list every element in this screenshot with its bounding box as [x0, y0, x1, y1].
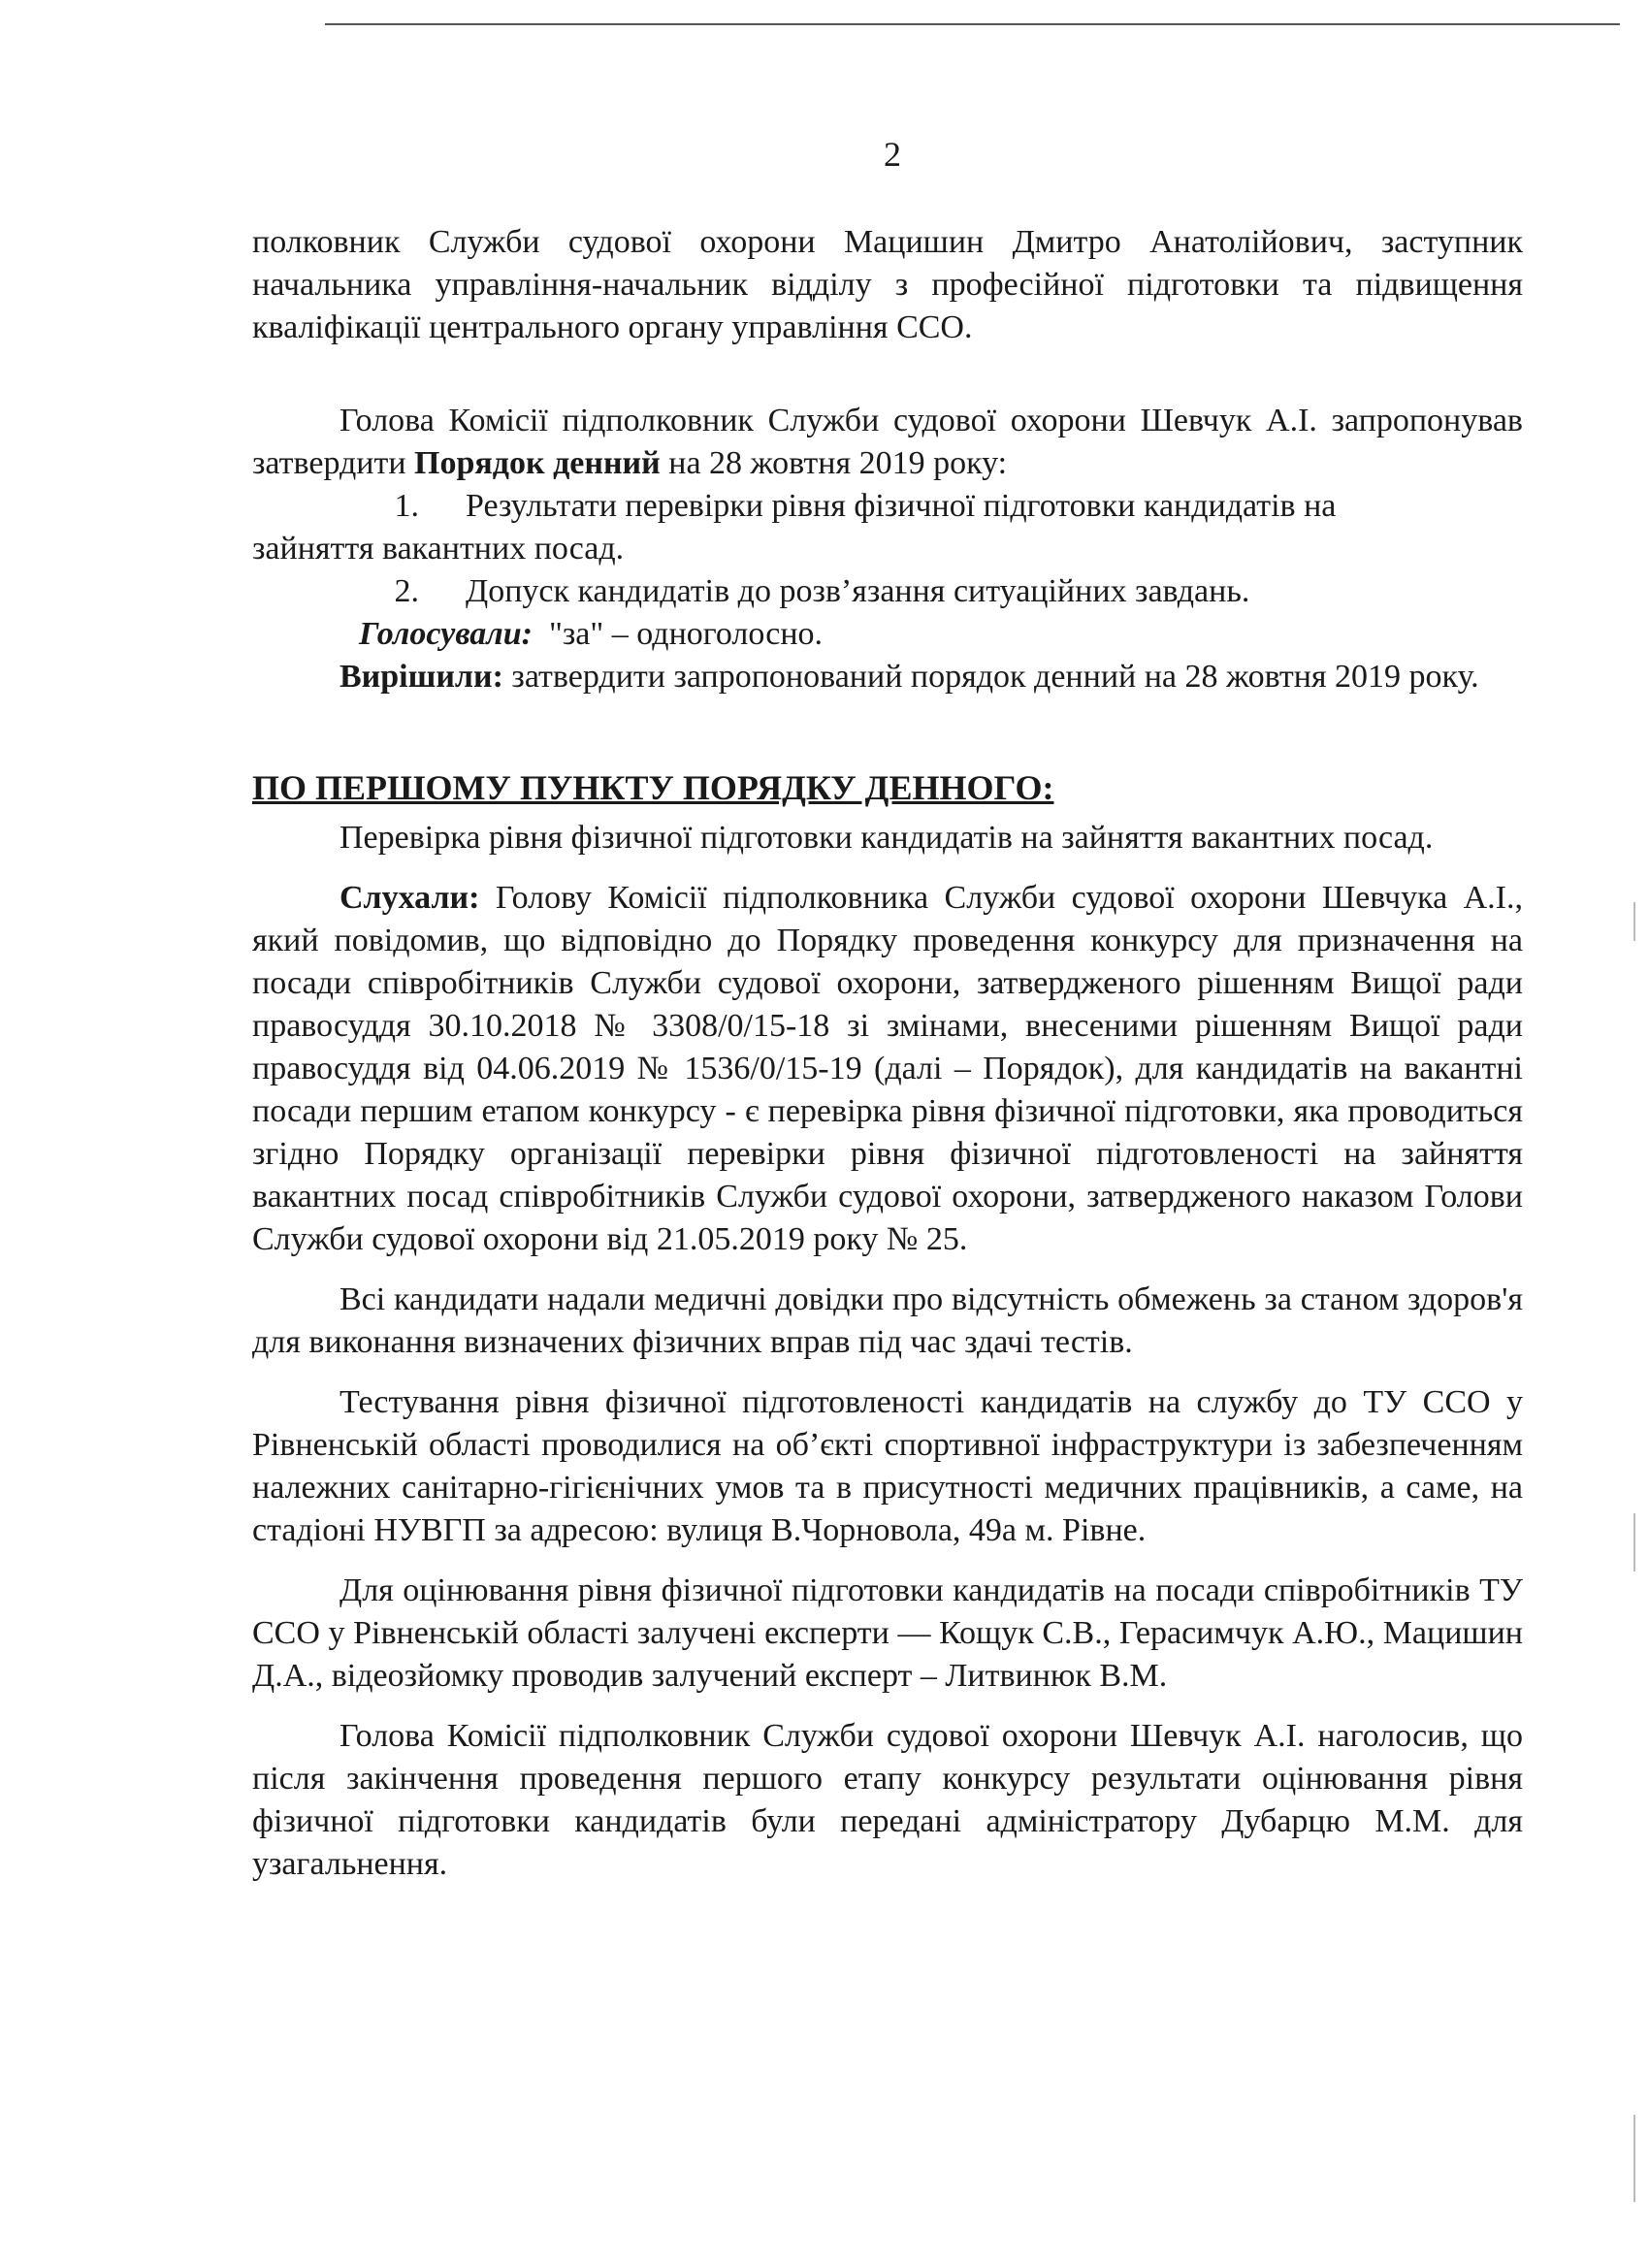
vote-label: Голосували:	[359, 616, 533, 652]
section-heading: ПО ПЕРШОМУ ПУНКТУ ПОРЯДКУ ДЕННОГО:	[252, 768, 1054, 807]
medical-paragraph: Всі кандидати надали медичні довідки про відсутність обмежень за станом здоров'я для виконання визначених фізичних вправ під час здачі тестів.	[252, 1281, 1523, 1360]
agenda-item	[252, 570, 1523, 613]
document-body	[252, 221, 1523, 1886]
intro-paragraph: полковник Служби судової охорони Мацишин Дмитро Анатолійович, заступник начальника управління-начальник відділу з професійної підготовки та підвищення кваліфікації центрального органу управління ССО.	[252, 224, 1523, 345]
agenda-item	[252, 485, 1523, 528]
experts-paragraph: Для оцінювання рівня фізичної підготовки кандидатів на посади співробітників ТУ ССО у Рівненській області залучені експерти — Кощук С.В., Герасимчук А.Ю., Мацишин Д.А., відеозйомку проводив залучений експерт – Литвинюк В.М.	[252, 1572, 1523, 1694]
agenda-list	[252, 485, 1523, 613]
vote-line	[252, 613, 1523, 656]
agenda-item-continuation: зайняття вакантних посад.	[252, 531, 625, 567]
agenda-item-number: 2.	[394, 573, 419, 609]
vote-text: "за" – одноголосно.	[548, 616, 824, 652]
scan-mark	[1633, 1513, 1635, 1571]
heard-text: Голову Комісії підполковника Служби судової охорони Шевчука А.І., який повідомив, що відповідно до Порядку проведення конкурсу для призначення на посади співробітників Служби судової охорони, затвердженого рішенням Вищої ради правосуддя 30.10.2018 № 3308/0/15-18 зі змінами, внесеними рішенням Вищої ради правосуддя від 04.06.2019 № 1536/0/15-19 (далі – Порядок), для кандидатів на вакантні посади першим етапом конкурсу - є перевірка рівня фізичної підготовки, яка проводиться згідно Порядку організації перевірки рівня фізичної підготовленості на зайняття вакантних посад співробітників Служби судової охорони, затвердженого наказом Голови Служби судової охорони від 21.05.2019 року № 25.	[252, 880, 1523, 1257]
chair-proposal-before: Голова Комісії підполковник Служби судової охорони Шевчук А.І. запропонував затвердити	[252, 403, 1523, 481]
heard-label: Слухали:	[340, 880, 480, 916]
scan-mark	[1633, 902, 1635, 941]
chair-proposal	[252, 400, 1523, 485]
scan-mark	[1633, 2115, 1635, 2202]
page-number: 2	[884, 135, 901, 174]
agenda-item-text: Допуск кандидатів до розв’язання ситуаційних завдань.	[466, 573, 1250, 609]
agenda-item-text: Результати перевірки рівня фізичної підготовки кандидатів на	[466, 488, 1337, 524]
decision-label: Вирішили:	[340, 659, 503, 695]
agenda-term: Порядок денний	[414, 445, 661, 481]
decision-text: затвердити запропонований порядок денний на 28 жовтня 2019 року.	[502, 659, 1479, 695]
heard-paragraph	[252, 877, 1523, 1261]
section-topic: Перевірка рівня фізичної підготовки кандидатів на зайняття вакантних посад.	[340, 820, 1434, 856]
chair-proposal-after: на 28 жовтня 2019 року:	[660, 445, 1008, 481]
testing-paragraph: Тестування рівня фізичної підготовленості кандидатів на службу до ТУ ССО у Рівненській області проводилися на об’єкті спортивної інфраструктури із забезпеченням належних санітарно-гігієнічних умов та в присутності медичних працівників, а саме, на стадіоні НУВГП за адресою: вулиця В.Чорновола, 49а м. Рівне.	[252, 1384, 1523, 1548]
results-paragraph: Голова Комісії підполковник Служби судової охорони Шевчук А.І. наголосив, що після закінчення проведення першого етапу конкурсу результати оцінювання рівня фізичної підготовки кандидатів були передані адміністратору Дубарцю М.М. для узагальнення.	[252, 1718, 1523, 1882]
decision-paragraph	[252, 656, 1523, 698]
agenda-item-number: 1.	[394, 488, 419, 524]
top-rule	[325, 23, 1620, 25]
